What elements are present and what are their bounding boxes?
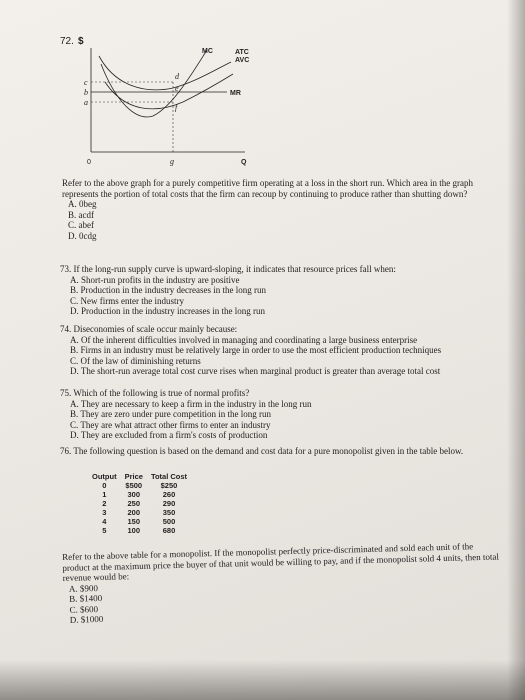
question-73-option-a[interactable]: A. Short-run profits in the industry are positive [70, 274, 240, 285]
label-atc: ATC [235, 49, 249, 56]
question-76-option-c[interactable]: C. $600 [69, 603, 99, 615]
cell-total-cost: 500 [162, 517, 176, 526]
graph-y-axis-label: $ [78, 36, 84, 47]
question-75 [60, 388, 490, 441]
cell-price: 250 [127, 499, 141, 508]
question-76-intro [60, 446, 480, 457]
cell-output: 0 [102, 481, 107, 490]
cell-total-cost: 680 [162, 526, 176, 535]
point-c: c [84, 78, 88, 87]
cell-output: 4 [102, 517, 107, 526]
question-73 [60, 264, 490, 317]
page-shadow-bottom [0, 660, 525, 700]
cell-output: 5 [102, 526, 107, 535]
question-72-option-d[interactable]: D. 0cdg [68, 230, 97, 241]
question-73-option-b[interactable]: B. Production in the industry decreases in the long run [70, 285, 266, 295]
point-b: b [84, 88, 88, 97]
question-72-option-b[interactable]: B. acdf [68, 209, 94, 220]
header-output: Output [92, 472, 117, 481]
cell-price: 300 [127, 490, 141, 499]
page-shadow-right [507, 0, 525, 700]
cell-price: $500 [125, 481, 143, 490]
header-total-cost: Total Cost [150, 472, 188, 481]
point-f: f [175, 103, 178, 112]
question-76-option-d[interactable]: D. $1000 [69, 613, 104, 625]
question-75-option-a[interactable]: A. They are necessary to keep a firm in the industry in the long run [70, 398, 312, 409]
table-row [88, 526, 191, 535]
question-75-option-d[interactable]: D. They are excluded from a firm's costs of production [70, 430, 268, 440]
atc-curve [99, 56, 231, 90]
cell-output: 2 [102, 499, 107, 508]
table-header-row [88, 472, 191, 481]
question-76-body [62, 540, 504, 625]
question-73-option-d[interactable]: D. Production in the industry increases in the long run [70, 306, 265, 316]
point-a: a [84, 98, 88, 107]
cell-total-cost: $250 [160, 481, 178, 490]
cell-price: 200 [127, 508, 141, 517]
point-e: e [175, 84, 179, 93]
cell-output: 1 [102, 490, 107, 499]
mc-curve [101, 50, 207, 117]
x-axis-label: Q [241, 159, 247, 166]
question-72-option-a[interactable]: A. 0beg [68, 199, 97, 209]
cell-output: 3 [102, 508, 107, 517]
question-75-stem: 75. Which of the following is true of normal profits? [60, 388, 250, 398]
question-76-followup: Refer to the above table for a monopolist. If the monopolist perfectly price-discriminated and sold each unit of the product at the maximum price the buyer of that unit would be willing to pay, and if the monopolist sold 4 units, then total revenue would be: [62, 541, 499, 583]
label-mr: MR [230, 90, 241, 97]
question-75-option-c[interactable]: C. They are what attract other firms to enter an industry [70, 419, 271, 430]
question-73-option-c[interactable]: C. New firms enter the industry [70, 295, 184, 306]
question-74-option-a[interactable]: A. Of the inherent difficulties involved in managing and coordinating a large business enterprise [70, 334, 418, 345]
question-74-option-b[interactable]: B. Firms in an industry must be relatively large in order to use the most efficient production techniques [70, 345, 442, 355]
cell-total-cost: 260 [162, 490, 176, 499]
question-74 [60, 324, 500, 377]
question-76-stem: 76. The following question is based on the demand and cost data for a pure monopolist given in the table below. [60, 446, 464, 456]
question-74-option-d[interactable]: D. The short-run average total cost curve rises when marginal product is greater than average total cost [70, 366, 441, 376]
question-76-option-b[interactable]: B. $1400 [69, 592, 103, 604]
x-tick-g: g [170, 157, 174, 166]
question-74-option-c[interactable]: C. Of the law of diminishing returns [70, 355, 201, 366]
table-row [88, 490, 191, 499]
table-row [88, 517, 191, 526]
table-row [88, 499, 191, 508]
header-price: Price [124, 472, 143, 481]
question-75-option-b[interactable]: B. They are zero under pure competition in the long run [70, 409, 272, 419]
question-72-option-c[interactable]: C. abef [68, 220, 94, 230]
cell-total-cost: 350 [162, 508, 176, 517]
table-row [88, 481, 191, 490]
question-74-stem: 74. Diseconomies of scale occur mainly because: [60, 324, 238, 334]
cost-table [88, 472, 191, 535]
question-76-option-a[interactable]: A. $900 [68, 582, 99, 594]
table-row [88, 508, 191, 517]
point-d: d [175, 72, 179, 81]
label-mc: MC [202, 48, 213, 55]
cost-curve-graph [55, 42, 255, 172]
cell-total-cost: 290 [162, 499, 176, 508]
cell-price: 150 [127, 517, 141, 526]
cell-price: 100 [127, 526, 141, 535]
question-72-number: 72. [60, 36, 74, 47]
question-72 [62, 178, 482, 241]
question-72-stem: Refer to the above graph for a purely competitive firm operating at a loss in the short run. Which area in the graph represents the portion of total costs that the firm can recoup by continuing to produce rather than shutting down? [62, 178, 473, 199]
origin-label: 0 [87, 159, 91, 166]
label-avc: AVC [235, 57, 250, 64]
question-73-stem: 73. If the long-run supply curve is upward-sloping, it indicates that resource prices fall when: [60, 264, 396, 274]
